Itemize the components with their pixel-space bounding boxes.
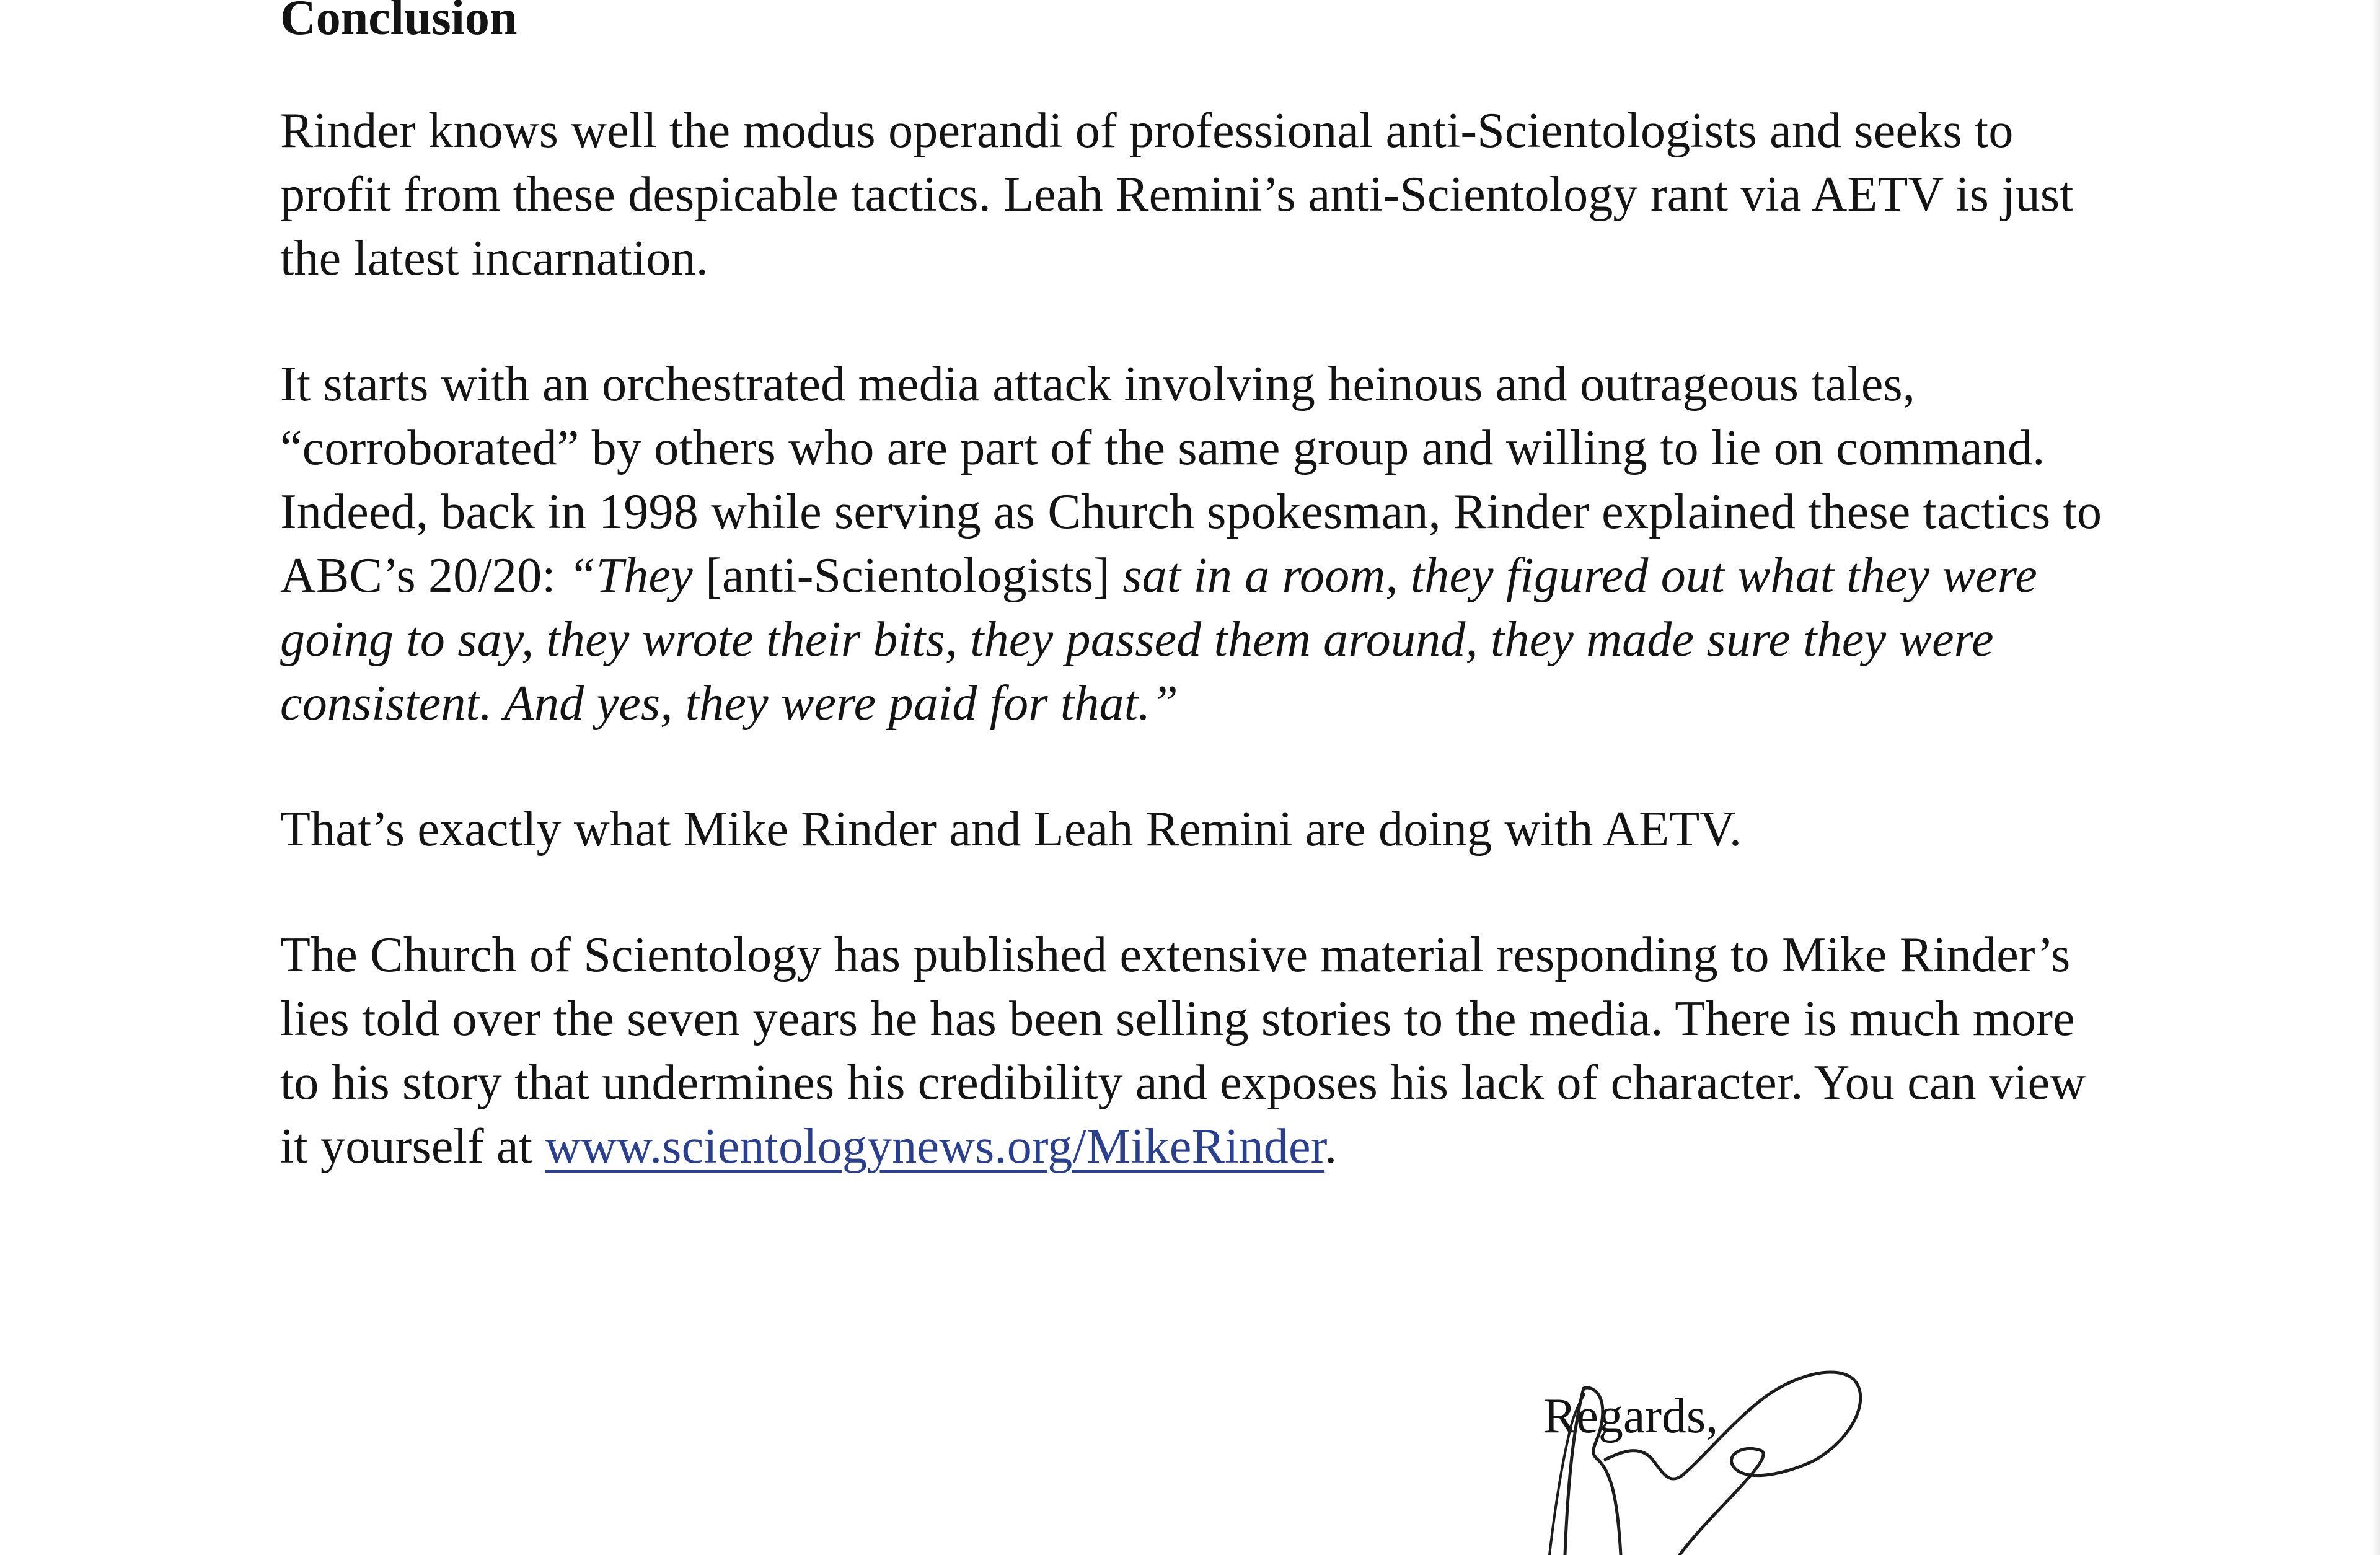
quote-rest: sat in a room, they figured out what they were going to say, they wrote their bits, they passed them around, they made sure they were consistent. And yes, they were paid for that.” bbox=[280, 548, 2037, 731]
paragraph-published-material bbox=[280, 923, 2115, 1179]
paragraph-media-attack bbox=[280, 353, 2115, 736]
section-heading: Conclusion bbox=[280, 0, 518, 45]
closing-regards: Regards, bbox=[1543, 1389, 1719, 1443]
quote-bracket: [anti-Scientologists] bbox=[692, 548, 1123, 603]
paragraph-media-attack-intro: It starts with an orchestrated media attack involving heinous and outrageous tales, “corroborated” by others who are part of the same group and willing to lie on command. Indeed, back in 1998 while serving as Church spokesman, Rinder explained these tactics to ABC’s 20/20: bbox=[280, 357, 2102, 603]
paragraph-published-material-text: The Church of Scientology has published extensive material responding to Mike Rinder’s lies told over the seven years he has been selling stories to the media. There is much more to his story that undermines his credibility and exposes his lack of character. You can view it yourself at bbox=[280, 928, 2086, 1174]
link-trailing-period: . bbox=[1324, 1119, 1338, 1174]
paragraph-modus-operandi: Rinder knows well the modus operandi of professional anti-Scientologists and seeks to profit from these despicable tactics. Leah Remini’s anti-Scientology rant via AETV is just the latest incarnation. bbox=[280, 104, 2074, 286]
quote-start: “They bbox=[568, 548, 693, 603]
scientologynews-link[interactable]: www.scientologynews.org/MikeRinder bbox=[545, 1119, 1325, 1174]
page-edge-shadow bbox=[2371, 0, 2380, 1555]
paragraph-aetv: That’s exactly what Mike Rinder and Leah Remini are doing with AETV. bbox=[280, 802, 1742, 857]
handwritten-signature bbox=[1525, 1351, 1909, 1555]
signature-stroke-main bbox=[1565, 1372, 1861, 1555]
letter-body bbox=[280, 0, 2115, 1179]
